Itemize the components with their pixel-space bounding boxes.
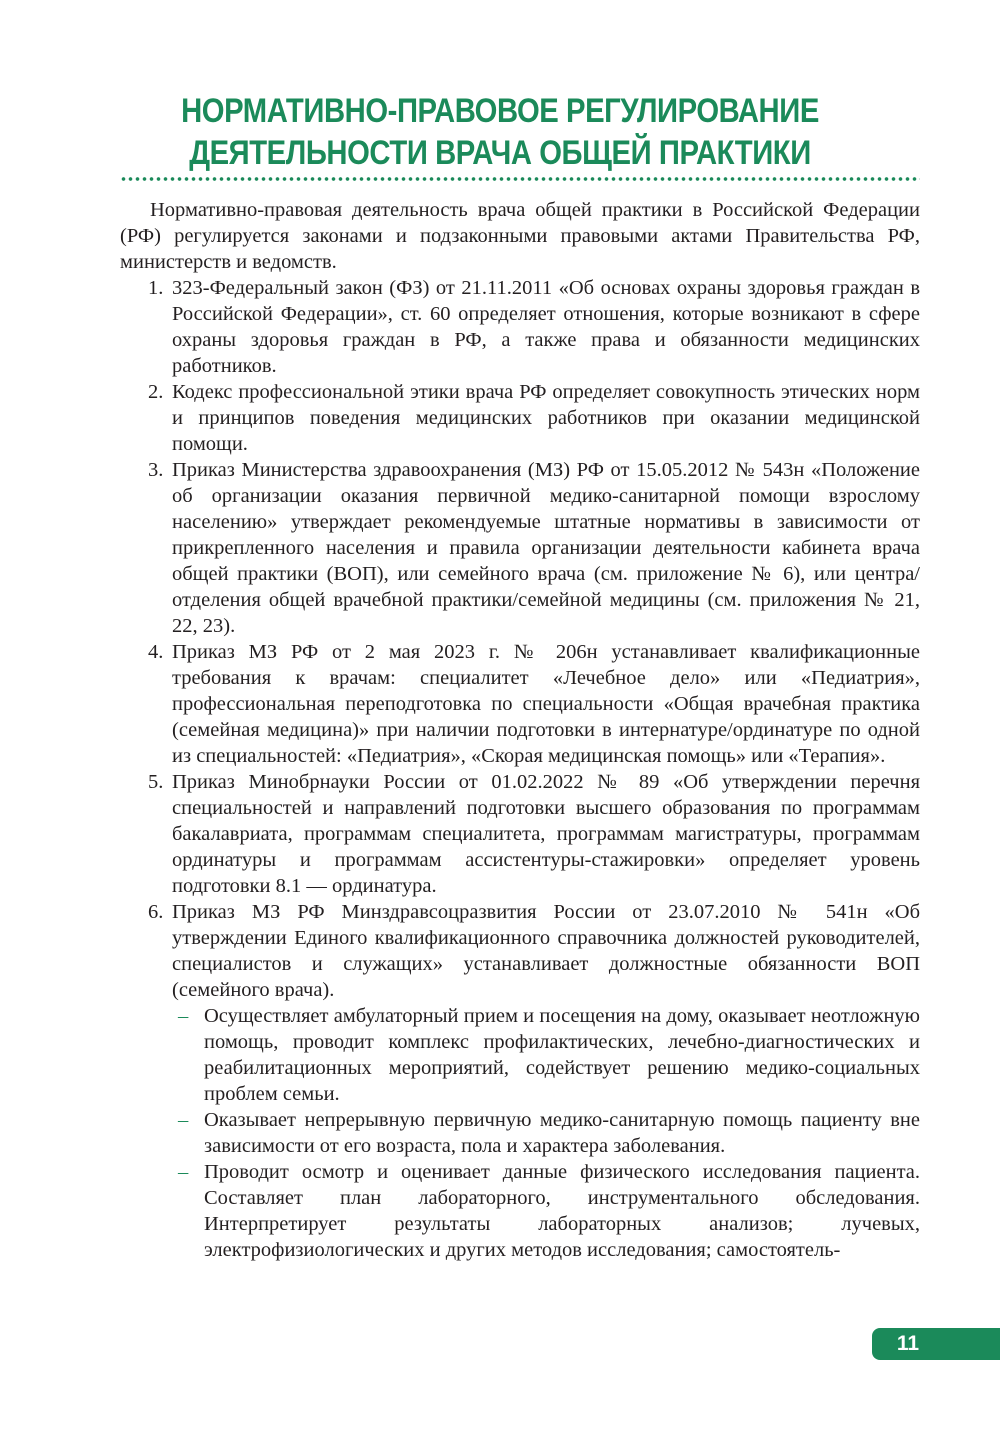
list-item-text: Приказ Минобрнауки России от 01.02.2022 № 89 «Об утверждении перечня специальностей и направлений подготовки высшего образования по программам бакалавриата, программам специалитета, программам магистратуры, программам ординатуры и программам ассистентуры-стажировки» определяет уровень подготовки 8.1 — ординатура. bbox=[172, 771, 920, 897]
intro-paragraph: Нормативно-правовая деятельность врача общей практики в Российской Федерации (РФ) регулируется законами и подзаконными правовыми актами Правительства РФ, министерств и ведомств. bbox=[120, 199, 920, 273]
sub-list-item bbox=[120, 1003, 920, 1107]
list-item bbox=[120, 457, 920, 639]
list-number: 3. bbox=[148, 459, 164, 481]
list-number: 1. bbox=[148, 277, 164, 299]
dash-bullet: – bbox=[178, 1109, 189, 1131]
list-item-text: Кодекс профессиональной этики врача РФ определяет совокупность этических норм и принципов поведения медицинских работников при оказании медицинской помощи. bbox=[172, 381, 920, 455]
sub-list-item bbox=[120, 1107, 920, 1159]
page-title bbox=[122, 90, 879, 174]
sub-list-item-text: Осуществляет амбулаторный прием и посещения на дому, оказывает неотложную помощь, проводит комплекс профилактических, лечебно-диагностических и реабилитационных мероприятий, содействует решению медико-социальных проблем семьи. bbox=[204, 1005, 920, 1105]
sub-list-item-text: Проводит осмотр и оценивает данные физического исследования пациента. Составляет план лабораторного, инструментального обследования. Интерпретирует результаты лабораторных анализов; лучевых, электрофизиологических и других методов исследования; самостоятель- bbox=[204, 1161, 920, 1261]
list-item-text: Приказ МЗ РФ Минздравсоцразвития России от 23.07.2010 № 541н «Об утверждении Единого квалификационного справочника должностей руководителей, специалистов и служащих» устанавливает должностные обязанности ВОП (семейного врача). bbox=[172, 901, 920, 1001]
list-item bbox=[120, 275, 920, 379]
list-item bbox=[120, 639, 920, 769]
list-item-text: Приказ МЗ РФ от 2 мая 2023 г. № 206н устанавливает квалификационные требования к врачам: специалитет «Лечебное дело» или «Педиатрия», профессиональная переподготовка по специальности «Общая врачебная практика (семейная медицина)» при наличии подготовки в интернатуре/ординатуре по одной из специальностей: «Педиатрия», «Скорая медицинская помощь» или «Терапия». bbox=[172, 641, 920, 767]
body-text bbox=[120, 197, 920, 1263]
list-number: 6. bbox=[148, 901, 164, 923]
page-number: 11 bbox=[896, 1332, 920, 1355]
list-item bbox=[120, 379, 920, 457]
sub-list-item bbox=[120, 1159, 920, 1263]
list-item-text: Приказ Министерства здравоохранения (МЗ) РФ от 15.05.2012 № 543н «Положение об организации оказания первичной медико-санитарной помощи взрослому населению» утверждает рекомендуемые штатные нормативы в зависимости от прикрепленного населения и правила организации деятельности кабинета врача общей практики (ВОП), или семейного врача (см. приложение № 6), или центра/отделения общей врачебной практики/семейной медицины (см. приложения № 21, 22, 23). bbox=[172, 459, 920, 637]
dotted-divider bbox=[120, 176, 920, 182]
dash-bullet: – bbox=[178, 1161, 189, 1183]
list-item bbox=[120, 899, 920, 1003]
list-number: 5. bbox=[148, 771, 164, 793]
list-number: 2. bbox=[148, 381, 164, 403]
dash-bullet: – bbox=[178, 1005, 189, 1027]
sub-list-item-text: Оказывает непрерывную первичную медико-санитарную помощь пациенту вне зависимости от его возраста, пола и характера заболевания. bbox=[204, 1109, 920, 1157]
list-item bbox=[120, 769, 920, 899]
page-number-tab bbox=[872, 1328, 1000, 1360]
title-line-1: НОРМАТИВНО-ПРАВОВОЕ РЕГУЛИРОВАНИЕ bbox=[181, 92, 819, 130]
title-line-2: ДЕЯТЕЛЬНОСТИ ВРАЧА ОБЩЕЙ ПРАКТИКИ bbox=[189, 134, 811, 172]
list-number: 4. bbox=[148, 641, 164, 663]
list-item-text: 323-Федеральный закон (ФЗ) от 21.11.2011 «Об основах охраны здоровья граждан в Российской Федерации», ст. 60 определяет отношения, которые возникают в сфере охраны здоровья граждан в РФ, а также права и обязанности медицинских работников. bbox=[172, 277, 920, 377]
